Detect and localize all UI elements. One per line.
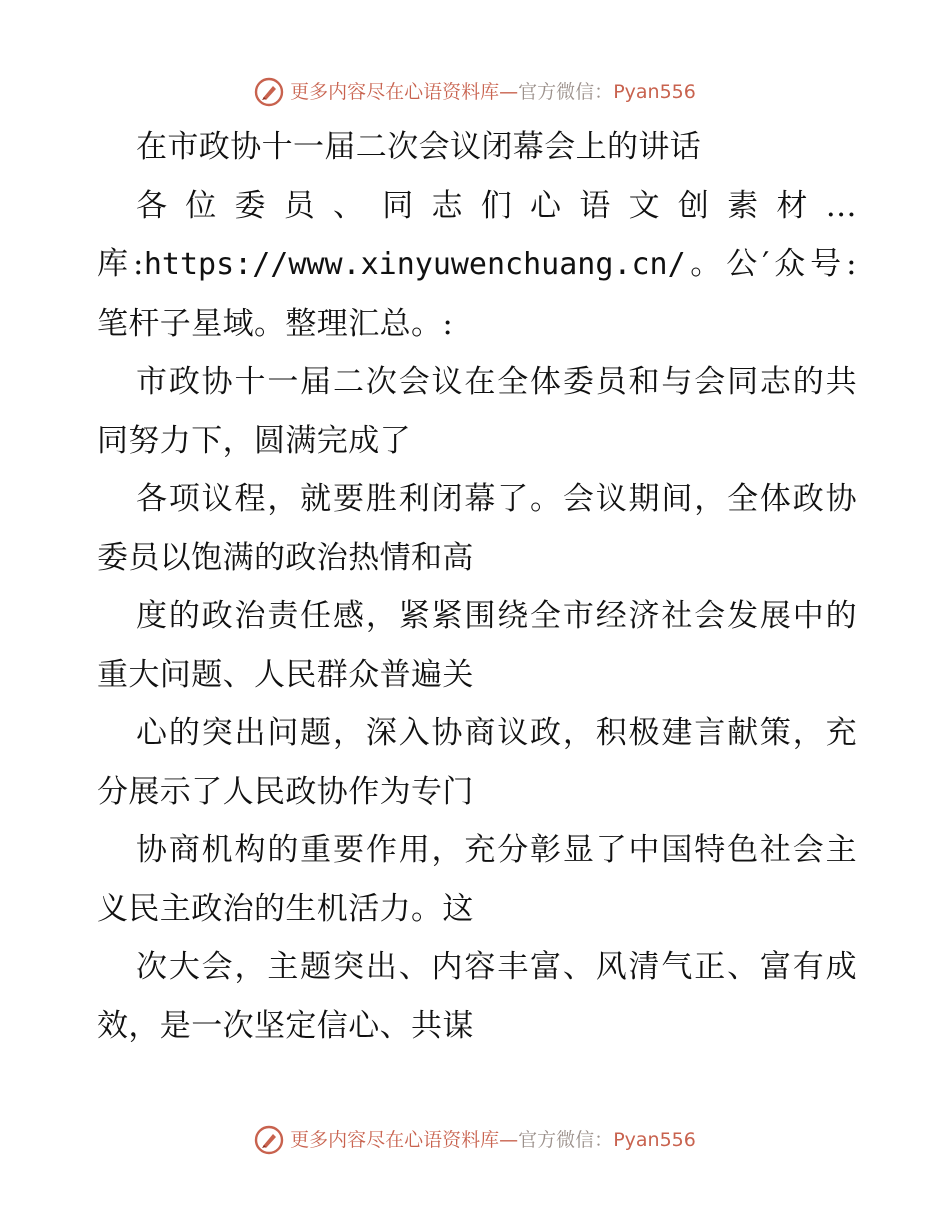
salutation-prefix: 各位委员、同志们心语文创素材…库:: [97, 187, 857, 282]
banner-wechat-id: Pyan556: [613, 1128, 696, 1151]
body-paragraph: 心的突出问题，深入协商议政，积极建言献策，充分展示了人民政协作为专门: [97, 715, 857, 810]
body-paragraph: 次大会，主题突出、内容丰富、风清气正、富有成效，是一次坚定信心、共谋: [97, 949, 857, 1044]
banner-wechat-label: 官方微信：: [518, 80, 614, 103]
salutation-paragraph: [97, 177, 857, 354]
banner-wechat-id: Pyan556: [613, 80, 696, 103]
banner-separator: —: [499, 80, 519, 103]
footer-banner: [0, 1120, 950, 1160]
body-paragraph: 各项议程，就要胜利闭幕了。会议期间，全体政协委员以饱满的政治热情和高: [97, 481, 857, 576]
banner-library-text: 更多内容尽在心语资料库: [290, 80, 500, 103]
source-url: https://www.xinyuwenchuang.cn/: [143, 247, 686, 282]
document-body: [97, 118, 857, 1055]
pen-nib-logo-icon: [254, 77, 284, 107]
document-title: 在市政协十一届二次会议闭幕会上的讲话: [136, 129, 702, 165]
banner-separator: —: [499, 1128, 519, 1151]
body-paragraph: 度的政治责任感，紧紧围绕全市经济社会发展中的重大问题、人民群众普遍关: [97, 598, 857, 693]
body-paragraph: 市政协十一届二次会议在全体委员和与会同志的共同努力下，圆满完成了: [97, 364, 857, 459]
pen-nib-logo-icon: [254, 1125, 284, 1155]
header-banner: [0, 72, 950, 112]
banner-wechat-label: 官方微信：: [518, 1128, 614, 1151]
body-paragraph: 协商机构的重要作用，充分彰显了中国特色社会主义民主政治的生机活力。这: [97, 832, 857, 927]
banner-library-text: 更多内容尽在心语资料库: [290, 1128, 500, 1151]
salutation-suffix: 。公′众号: 笔杆子星域。整理汇总。:: [97, 246, 857, 342]
